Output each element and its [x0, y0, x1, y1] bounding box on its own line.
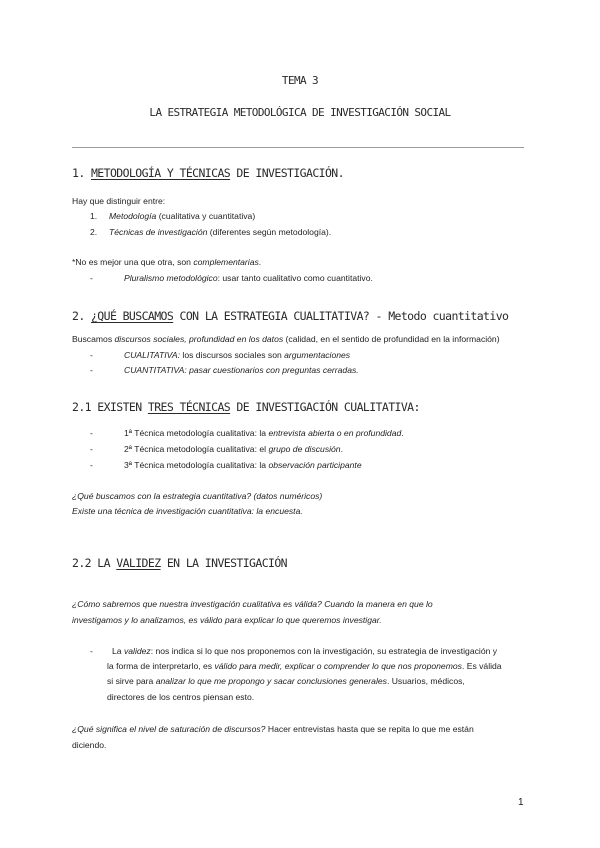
section-2-2-heading: 2.2 LA VALIDEZ EN LA INVESTIGACIÓN — [72, 556, 288, 570]
bullet-item: - La validez: nos indica si lo que nos proponemos con la investigación, su estrategia de investigación y — [90, 646, 498, 656]
bullet-item: - 2ª Técnica metodología cualitativa: el grupo de discusión. — [90, 444, 343, 454]
paragraph: Buscamos discursos sociales, profundidad en los datos (calidad, en el sentido de profundidad en la información) — [72, 334, 500, 344]
bullet-item: - CUALITATIVA: los discursos sociales son argumentaciones — [90, 350, 351, 360]
note: *No es mejor una que otra, son complementarias. — [72, 257, 262, 267]
list-item: 2. Técnicas de investigación (diferentes según metodología). — [90, 227, 332, 237]
question: ¿Qué buscamos con la estrategia cuantitativa? (datos numéricos) — [72, 491, 323, 501]
paragraph: Hay que distinguir entre: — [72, 196, 166, 206]
bullet-item: - 1ª Técnica metodología cualitativa: la entrevista abierta o en profundidad. — [90, 428, 404, 438]
section-1-heading: 1. METODOLOGÍA Y TÉCNICAS DE INVESTIGACIÓN. — [72, 166, 344, 180]
header-divider — [72, 147, 524, 148]
section-2-1-heading: 2.1 EXISTEN TRES TÉCNICAS DE INVESTIGACIÓN CUALITATIVA: — [72, 400, 420, 414]
bullet-item: - Pluralismo metodológico: usar tanto cualitativo como cuantitativo. — [90, 273, 373, 283]
paragraph: diciendo. — [72, 740, 107, 750]
question: ¿Cómo sabremos que nuestra investigación cualitativa es válida? Cuando la manera en que lo — [72, 599, 433, 609]
doc-subtitle: LA ESTRATEGIA METODOLÓGICA DE INVESTIGACIÓN SOCIAL — [149, 106, 451, 119]
question: investigamos y lo analizamos, es válido para explicar lo que queremos investigar. — [72, 615, 382, 625]
question: ¿Qué significa el nivel de saturación de discursos? Hacer entrevistas hasta que se repita lo que me están — [72, 724, 474, 734]
bullet-text: si sirve para analizar lo que me propongo y sacar conclusiones generales. Usuarios, médicos, — [107, 676, 465, 686]
bullet-text: directores de los centros piensan esto. — [107, 692, 255, 702]
doc-title: TEMA 3 — [281, 74, 319, 87]
page-number: 1 — [518, 797, 524, 808]
bullet-text: la forma de interpretarlo, es válido para medir, explicar o comprender lo que nos proponemos. Es válida — [107, 661, 502, 671]
bullet-item: - CUANTITATIVA: pasar cuestionarios con preguntas cerradas. — [90, 365, 359, 375]
list-item: 1. Metodología (cualitativa y cuantitativa) — [90, 211, 256, 221]
bullet-item: - 3ª Técnica metodología cualitativa: la observación participante — [90, 460, 362, 470]
question: Existe una técnica de investigación cuantitativa: la encuesta. — [72, 506, 303, 516]
section-2-heading: 2. ¿QUÉ BUSCAMOS CON LA ESTRATEGIA CUALITATIVA? - Metodo cuantitativo — [72, 309, 509, 323]
